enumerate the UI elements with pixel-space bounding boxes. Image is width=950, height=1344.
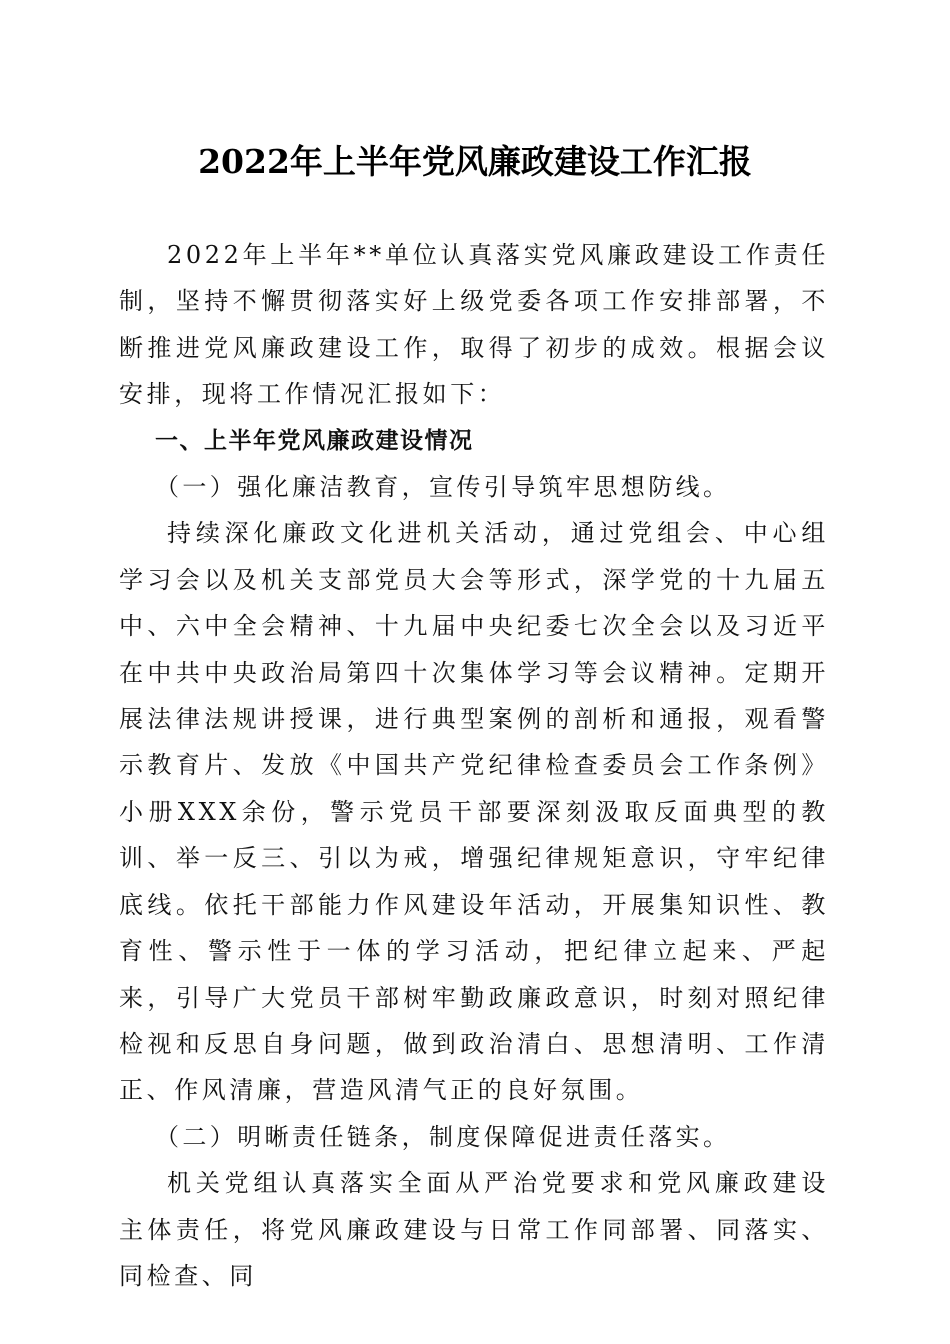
subsection-heading-2: （二）明晰责任链条，制度保障促进责任落实。 <box>155 1122 731 1151</box>
subsection-1-paragraph: 持续深化廉政文化进机关活动，通过党组会、中心组学习会以及机关支部党员大会等形式，深学党的十九届五中、六中全会精神、十九届中央纪委七次全会以及习近平在中共中央政治局第四十次集体学习等会议精神。定期开展法律法规讲授课，进行典型案例的剖析和通报，观看警示教育片、发放《中国共产党纪律检查委员会工作条例》小册XXX余份，警示党员干部要深刻汲取反面典型的教训、举一反三、引以为戒，增强纪律规矩意识，守牢纪律底线。依托干部能力作风建设年活动，开展集知识性、教育性、警示性于一体的学习活动，把纪律立起来、严起来，引导广大党员干部树牢勤政廉政意识，时刻对照纪律检视和反思自身问题，做到政治清白、思想清明、工作清正、作风清廉，营造风清气正的良好氛围。 <box>119 519 829 1105</box>
document-body <box>119 232 829 1299</box>
subsection-heading-1: （一）强化廉洁教育，宣传引导筑牢思想防线。 <box>155 473 731 502</box>
document-title: 2022年上半年党风廉政建设工作汇报 <box>198 142 752 181</box>
section-heading-1: 一、上半年党风廉政建设情况 <box>155 427 474 454</box>
subsection-2-paragraph: 机关党组认真落实全面从严治党要求和党风廉政建设主体责任，将党风廉政建设与日常工作同部署、同落实、同检查、同 <box>119 1169 829 1290</box>
intro-paragraph: 2022年上半年**单位认真落实党风廉政建设工作责任制，坚持不懈贯彻落实好上级党委各项工作安排部署，不断推进党风廉政建设工作，取得了初步的成效。根据会议安排，现将工作情况汇报如下： <box>119 241 829 409</box>
